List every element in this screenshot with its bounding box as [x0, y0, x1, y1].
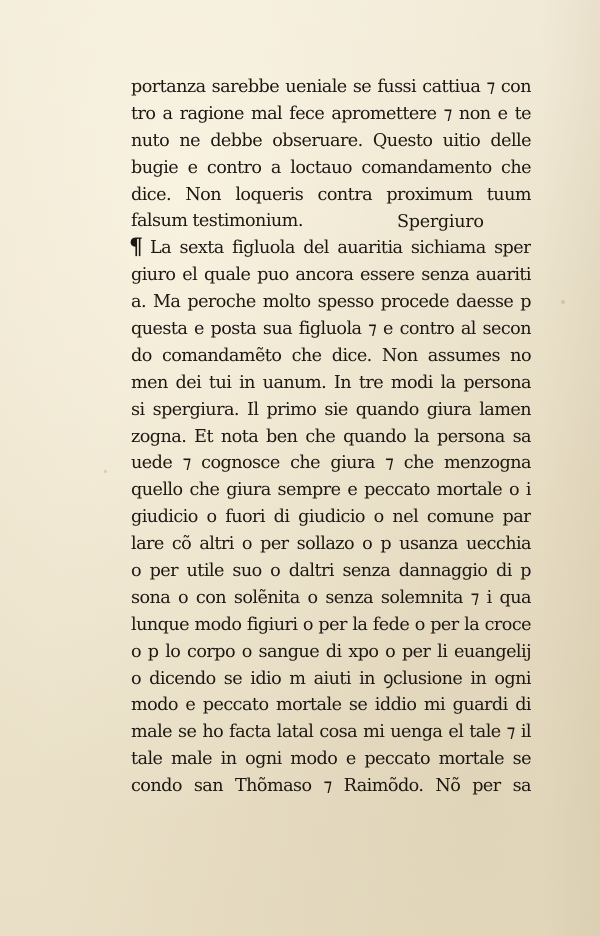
text-line: falsum testimonium.	[131, 211, 303, 232]
text-line: modo e peccato mortale se iddio mi guardi di	[131, 695, 531, 716]
text-line: uede ⁊ cognosce che giura ⁊ che menzogna	[131, 453, 531, 474]
text-line: si spergiura. Il primo sie quando giura lamen	[131, 399, 531, 420]
page-edge-shadow	[540, 0, 600, 936]
text-line: lunque modo figiuri o per la fede o per la croce	[131, 614, 531, 635]
text-line: condo san Thõmaso ⁊ Raimõdo. Nõ per sa	[131, 776, 531, 797]
text-line: male se ho facta latal cosa mi uenga el tale ⁊ il	[131, 722, 531, 743]
text-line: La sexta figluola del auaritia sichiama sper	[150, 238, 531, 259]
text-line: o p lo corpo o sangue di xpo o per li euangelij	[131, 641, 531, 662]
text-line: tro a ragione mal fece apromettere ⁊ non e te	[131, 103, 531, 124]
text-line: zogna. Et nota ben che quando la persona sa	[131, 426, 531, 447]
text-line: o per utile suo o daltri senza dannaggio di p	[131, 561, 531, 582]
text-block	[131, 74, 531, 800]
text-line: o dicendo se idio m aiuti in ꝯclusione in ogni	[131, 668, 531, 689]
paper-stain	[104, 470, 107, 473]
text-line: sona o con solẽnita o senza solemnita ⁊ i qua	[131, 587, 531, 608]
text-line: lare cõ altri o per sollazo o p usanza uecchia	[131, 534, 531, 555]
text-line: men dei tui in uanum. In tre modi la persona	[131, 372, 531, 393]
paper-stain	[561, 300, 565, 304]
text-line: a. Ma peroche molto spesso procede daesse p	[131, 292, 531, 313]
text-line: questa e posta sua figluola ⁊ e contro al secon	[131, 319, 531, 340]
text-line: portanza sarebbe ueniale se fussi cattiua ⁊ con	[131, 77, 531, 97]
marginal-rubric: Spergiuro	[397, 212, 484, 232]
text-line: nuto ne debbe obseruare. Questo uitio delle	[131, 130, 531, 151]
text-line: bugie e contro a loctauo comandamento che	[131, 157, 531, 178]
text-line: tale male in ogni modo e peccato mortale se	[131, 749, 531, 770]
text-line: quello che giura sempre e peccato mortale o i	[131, 480, 531, 501]
text-line: dice. Non loqueris contra proximum tuum	[131, 184, 531, 205]
text-line: giuro el quale puo ancora essere senza auariti	[131, 265, 531, 286]
paragraph-mark: ¶	[129, 234, 143, 260]
text-line: giudicio o fuori di giudicio o nel comune par	[131, 507, 531, 528]
text-line: do comandamẽto che dice. Non assumes no	[131, 345, 531, 366]
